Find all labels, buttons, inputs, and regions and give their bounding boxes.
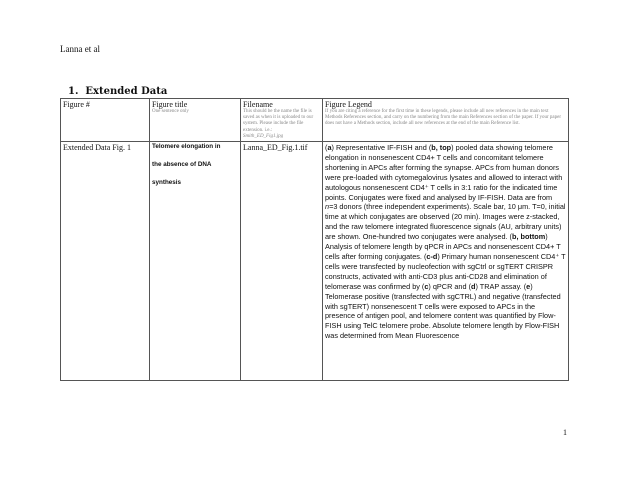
title-line: the absence of DNA xyxy=(152,161,212,169)
header-label: Figure Legend xyxy=(325,100,372,109)
header-label: Figure title xyxy=(152,100,188,109)
table-header-row xyxy=(61,99,569,142)
extended-data-table xyxy=(60,98,569,381)
legend-segment: ) Representative IF-FISH and ( xyxy=(331,143,432,153)
legend-segment: ) qPCR and ( xyxy=(428,281,472,291)
panel-label: b, top xyxy=(431,143,452,153)
panel-label: a xyxy=(327,143,332,153)
legend-segment: ) TRAP assay. ( xyxy=(475,281,527,291)
header-label: Figure # xyxy=(63,100,90,109)
legend-text: (a) Representative IF-FISH and (b, top) pooled data showing telomere elongation in nonsenescent CD4+ T cells and concomitant telomere shortening in APCs after forming the synapse. APCs from human donors were pre-loaded with cytomegalovirus lysates and allowed to interact with autologous nonsenescent CD4⁺ T cells in 3:1 ratio for the indicated time points. Conjugates were fixed and analysed by IF-FISH. Data are from n=3 donors (three independent experiments). Scale bar, 10 μm. T=0, initial time at which conjugates are observed (20 min). Images were z-stacked, and the raw telomere integrated fluorescence signals (AU, arbitrary units) are shown. One-hundred two conjugates were analysed. (b, bottom) Analysis of telomere length by qPCR in APCs and nonsenescent CD4+ T cells after forming conjugates. (c-d) Primary human nonsenescent CD4⁺ T cells were transfected by nucleofection with sgCtrl or sgTERT CRISPR constructs, activated with anti-CD3 plus anti-CD28 and elimination of telomerase was confirmed by (c) qPCR and (d) TRAP assay. (e) Telomerase positive (transfected with sgCTRL) and negative (transfected with sgTERT) nonsenescent T cells were exposed to APCs in the presence of antigen pool, and telomere content was quantified by Flow-FISH using TelC telomere probe. Absolute telomere length by Flow-FISH was determined from Mean Fluorescence xyxy=(325,143,566,341)
header-example: Smith_ED_Fig1.jpg xyxy=(243,133,284,139)
legend-segment: ) Analysis of telomere length by qPCR in APCs and nonsenescent CD4+ T cells after forming conjugates. ( xyxy=(325,232,561,261)
header-note: One sentence only xyxy=(152,109,189,114)
page-number: 1 xyxy=(563,428,567,437)
panel-label: c xyxy=(424,281,429,291)
cell-figure-title xyxy=(150,142,241,381)
header-filename xyxy=(241,99,323,142)
title-line: synthesis xyxy=(152,179,182,187)
panel-label: d xyxy=(471,281,476,291)
section-title: 1. Extended Data xyxy=(68,86,168,97)
table-row xyxy=(61,142,569,381)
legend-segment: ) Primary human nonsenescent CD4⁺ T cells were transfected by nucleofection with sgCtrl or sgTERT CRISPR constructs, activated with anti-CD3 plus anti-CD28 and elimination of telomerase was confirmed by ( xyxy=(325,251,566,291)
cell-figure-legend xyxy=(323,142,569,381)
header-note: This should be the name the file is saved as when it is uploaded to our system. Please include the file extension. i.e.: xyxy=(243,109,314,133)
legend-italic: n xyxy=(325,202,330,212)
header-figure-title xyxy=(150,99,241,142)
legend-segment: ) Telomerase positive (transfected with sgCTRL) and negative (transfected with sgTERT) nonsenescent T cells were exposed to APCs in the presence of antigen pool, and telomere content was quantified by Flow-FISH using TelC telomere probe. Absolute telomere length by Flow-FISH was determined from Mean Fluorescence xyxy=(325,281,561,341)
header-label: Filename xyxy=(243,100,273,109)
panel-label: b, bottom xyxy=(512,232,546,242)
title-line: Telomere elongation in xyxy=(152,143,221,151)
legend-segment: ) pooled data showing telomere elongation in nonsenescent CD4+ T cells and concomitant telomere shortening in APCs after forming the synapse. APCs from human donors were pre-loaded with cytomegalovirus lysates and allowed to interact with autologous nonsenescent CD4⁺ T cells in 3:1 ratio for the indicated time points. Conjugates were fixed and analysed by IF-FISH. Data are from xyxy=(325,143,563,202)
running-head: Lanna et al xyxy=(60,44,100,54)
header-note: If you are citing a reference for the first time in these legends, please include all new references in the main text Methods References section, and carry on the numbering from the main References section of the paper. If your paper does not have a Methods section, include all new references at the end of the main Reference list. xyxy=(325,109,562,127)
panel-label: c-d xyxy=(426,251,438,261)
cell-figure-num: Extended Data Fig. 1 xyxy=(61,142,150,381)
panel-label: e xyxy=(526,281,531,291)
header-figure-num xyxy=(61,99,150,142)
cell-filename: Lanna_ED_Fig.1.tif xyxy=(241,142,323,381)
legend-segment: =3 donors (three independent experiments). Scale bar, 10 μm. T=0, initial time at which conjugates are observed (20 min). Images were z-stacked, and the raw telomere integrated fluorescence signals (AU, arbitrary units) are shown. One-hundred two conjugates were analysed. ( xyxy=(325,202,566,242)
header-figure-legend xyxy=(323,99,569,142)
